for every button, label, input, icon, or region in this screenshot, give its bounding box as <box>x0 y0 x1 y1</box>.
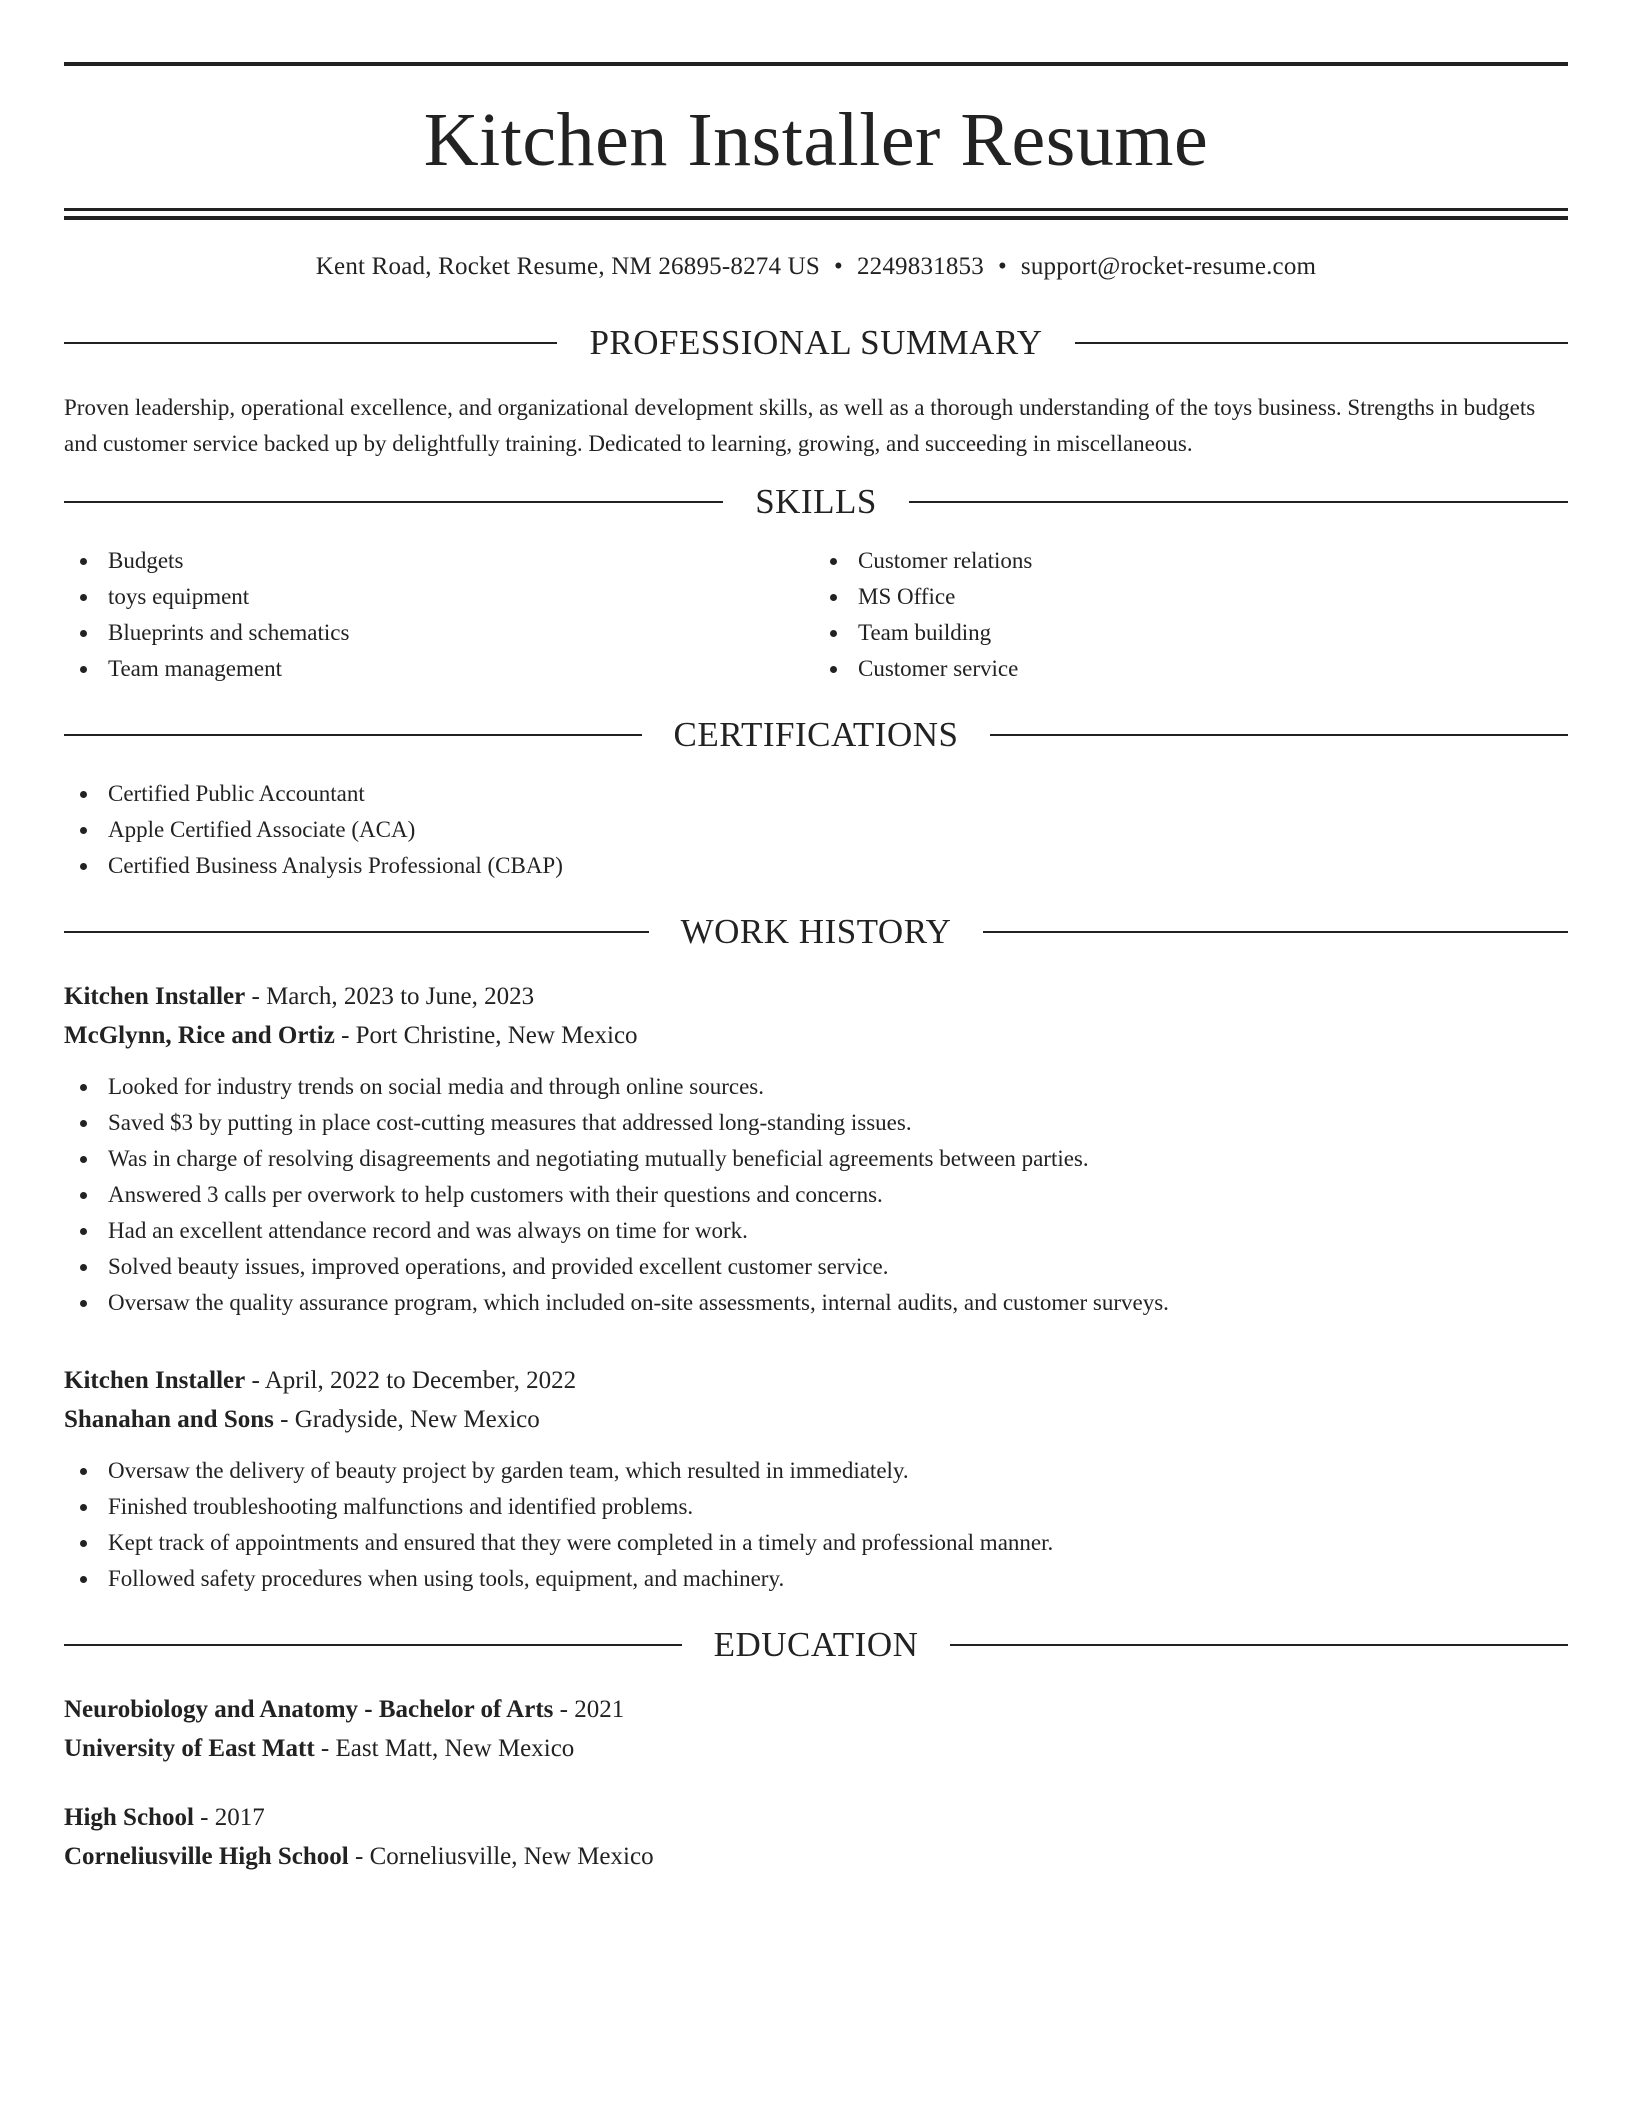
section-rule <box>983 931 1568 933</box>
section-rule <box>64 342 557 344</box>
job-bullet: Followed safety procedures when using tools, equipment, and machinery. <box>64 1561 1568 1597</box>
section-rule <box>64 931 649 933</box>
education-entry <box>64 1798 1568 1876</box>
job-title-line <box>64 977 1568 1016</box>
job-bullet: Saved $3 by putting in place cost-cutting measures that addressed long-standing issues. <box>64 1105 1568 1141</box>
education-degree-line <box>64 1798 1568 1837</box>
top-rule <box>64 62 1568 66</box>
section-title-summary: PROFESSIONAL SUMMARY <box>589 323 1043 362</box>
education-year: - 2017 <box>193 1804 265 1831</box>
job-bullet: Was in charge of resolving disagreements and negotiating mutually beneficial agreements between parties. <box>64 1141 1568 1177</box>
job-company-line <box>64 1016 1568 1055</box>
section-header-work-history <box>64 914 1568 949</box>
skill-item: Team building <box>814 615 1568 651</box>
section-title-work-history: WORK HISTORY <box>680 912 952 951</box>
education-location: - Corneliusville, New Mexico <box>348 1843 654 1870</box>
job-bullet: Oversaw the delivery of beauty project by garden team, which resulted in immediately. <box>64 1453 1568 1489</box>
job-dates: - April, 2022 to December, 2022 <box>245 1367 577 1394</box>
job-bullet: Had an excellent attendance record and was always on time for work. <box>64 1213 1568 1249</box>
section-rule <box>64 734 642 736</box>
resume-title: Kitchen Installer Resume <box>423 98 1209 182</box>
section-rule <box>950 1644 1568 1646</box>
job-company: McGlynn, Rice and Ortiz <box>64 1022 335 1049</box>
job-bullet: Solved beauty issues, improved operations, and provided excellent customer service. <box>64 1249 1568 1285</box>
job-bullet: Answered 3 calls per overwork to help customers with their questions and concerns. <box>64 1177 1568 1213</box>
job-bullet: Oversaw the quality assurance program, which included on-site assessments, internal audits, and customer surveys. <box>64 1285 1568 1321</box>
job-bullets <box>64 1069 1568 1321</box>
section-title-education: EDUCATION <box>713 1625 919 1664</box>
section-rule <box>1075 342 1568 344</box>
job-title: Kitchen Installer <box>64 1367 246 1394</box>
education-school-line <box>64 1729 1568 1768</box>
skills-column-left <box>64 543 816 687</box>
job-title: Kitchen Installer <box>64 983 246 1010</box>
certification-item: Certified Business Analysis Professional (CBAP) <box>64 848 1568 884</box>
skills-left-list <box>64 543 816 687</box>
job-company-line <box>64 1400 1568 1439</box>
section-header-summary <box>64 325 1568 360</box>
skill-item: Customer service <box>814 651 1568 687</box>
education-list <box>64 1690 1568 1876</box>
title-double-rule <box>64 208 1568 220</box>
skill-item: MS Office <box>814 579 1568 615</box>
work-history-list <box>64 977 1568 1597</box>
contact-line <box>64 254 1568 279</box>
certification-item: Certified Public Accountant <box>64 776 1568 812</box>
contact-phone: 2249831853 <box>856 253 984 280</box>
skills-list <box>64 543 1568 687</box>
job-company: Shanahan and Sons <box>64 1406 274 1433</box>
job-dates: - March, 2023 to June, 2023 <box>245 983 535 1010</box>
certifications-items <box>64 776 1568 884</box>
education-degree: Neurobiology and Anatomy - Bachelor of Arts <box>64 1696 554 1723</box>
summary-text: Proven leadership, operational excellence, and organizational development skills, as well as a thorough understanding of the toys business. Strengths in budgets and customer service backed up by delightfully training. Dedicated to learning, growing, and succeeding in miscellaneous. <box>64 395 1536 456</box>
contact-separator: • <box>834 253 843 280</box>
contact-separator: • <box>997 253 1007 280</box>
job-location: - Port Christine, New Mexico <box>334 1022 638 1049</box>
job-bullet: Looked for industry trends on social media and through online sources. <box>64 1069 1568 1105</box>
contact-address: Kent Road, Rocket Resume, NM 26895-8274 US <box>315 253 820 280</box>
section-rule <box>64 501 723 503</box>
skill-item: toys equipment <box>64 579 816 615</box>
skill-item: Budgets <box>64 543 816 579</box>
skills-right-list <box>814 543 1568 687</box>
skill-item: Customer relations <box>814 543 1568 579</box>
skill-item: Blueprints and schematics <box>64 615 816 651</box>
education-year: - 2021 <box>553 1696 625 1723</box>
job-bullets <box>64 1453 1568 1597</box>
education-school: Corneliusville High School <box>64 1843 349 1870</box>
section-rule <box>990 734 1568 736</box>
job-entry <box>64 1361 1568 1597</box>
section-title-skills: SKILLS <box>755 482 877 521</box>
job-bullet: Kept track of appointments and ensured that they were completed in a timely and professional manner. <box>64 1525 1568 1561</box>
education-entry <box>64 1690 1568 1768</box>
job-location: - Gradyside, New Mexico <box>273 1406 540 1433</box>
job-title-line <box>64 1361 1568 1400</box>
section-rule <box>909 501 1568 503</box>
section-header-certifications <box>64 717 1568 752</box>
job-entry <box>64 977 1568 1321</box>
contact-email: support@rocket-resume.com <box>1020 253 1317 280</box>
section-title-certifications: CERTIFICATIONS <box>673 715 959 754</box>
education-location: - East Matt, New Mexico <box>314 1735 575 1762</box>
education-degree-line <box>64 1690 1568 1729</box>
job-bullet: Finished troubleshooting malfunctions and identified problems. <box>64 1489 1568 1525</box>
skill-item: Team management <box>64 651 816 687</box>
section-rule <box>64 1644 682 1646</box>
certification-item: Apple Certified Associate (ACA) <box>64 812 1568 848</box>
education-degree: High School <box>64 1804 194 1831</box>
section-header-education <box>64 1627 1568 1662</box>
certifications-list <box>64 776 1568 884</box>
education-school-line <box>64 1837 1568 1876</box>
section-header-skills <box>64 484 1568 519</box>
education-school: University of East Matt <box>64 1735 315 1762</box>
skills-column-right <box>816 543 1568 687</box>
